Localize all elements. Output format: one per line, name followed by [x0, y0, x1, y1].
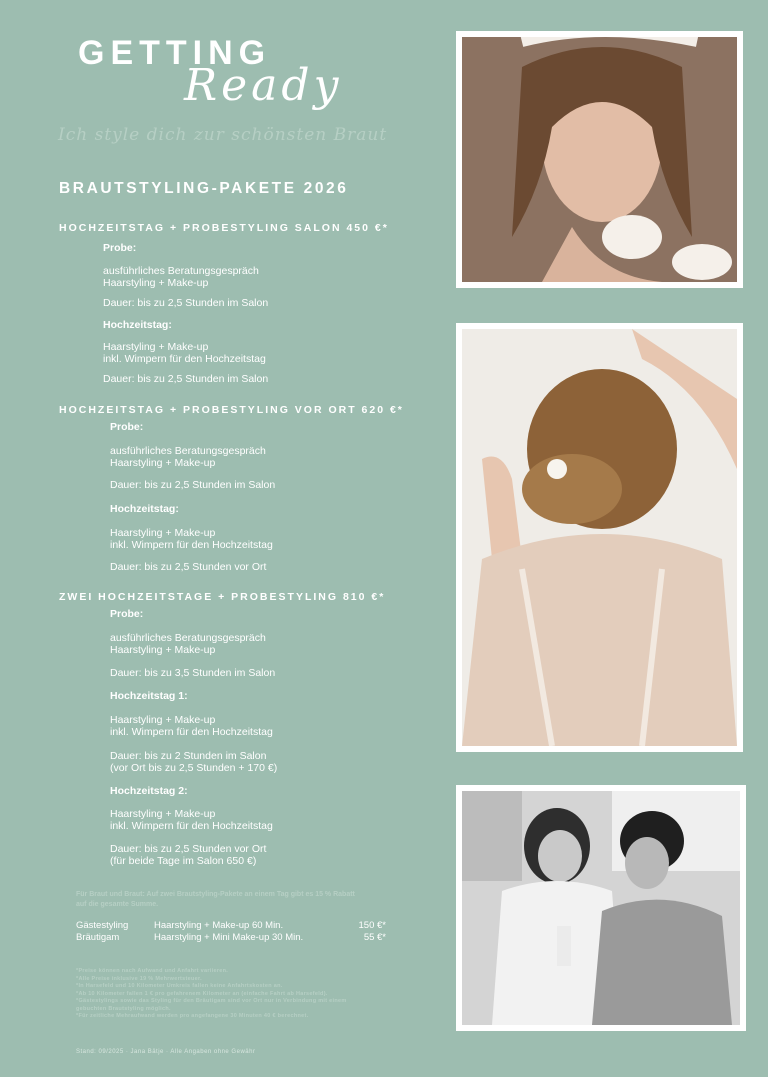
- heading-getting: GETTING: [78, 34, 272, 72]
- extras-price: 150 €*: [358, 920, 386, 931]
- package-1-probe-text: ausführliches Beratungsgespräch Haarstyling + Make-up: [103, 265, 259, 289]
- page-title: BRAUTSTYLING-PAKETE 2026: [59, 180, 349, 197]
- package-3-day2-duration: Dauer: bis zu 2,5 Stunden vor Ort (für beide Tage im Salon 650 €): [110, 843, 267, 867]
- package-1-probe-label: Probe:: [103, 242, 137, 254]
- heading-ready-script: Ready: [184, 60, 343, 111]
- package-1-day-duration: Dauer: bis zu 2,5 Stunden im Salon: [103, 373, 269, 385]
- package-3-probe-duration: Dauer: bis zu 3,5 Stunden im Salon: [110, 667, 276, 679]
- package-2-day-label: Hochzeitstag:: [110, 503, 179, 515]
- package-2-probe-text: ausführliches Beratungsgespräch Haarstyling + Make-up: [110, 445, 266, 469]
- package-2-probe-duration: Dauer: bis zu 2,5 Stunden im Salon: [110, 479, 276, 491]
- extras-name: Gästestyling: [76, 920, 129, 931]
- package-1-day-label: Hochzeitstag:: [103, 319, 172, 331]
- fine-print: *Preise können nach Aufwand und Anfahrt variieren. *Alle Preise inklusive 19 % Mehrwertsteuer. *In Harsefeld und 10 Kilometer Umkreis fallen keine Anfahrtskosten an. *Ab 10 Kilometer fallen 1 € pro gefahrenem Kilometer an (einfache Fahrt ab Harsefeld). *Gästestylings sowie das Styling für den Bräutigam sind vor Ort nur in Verbindung mit einem gebuchten Brautstyling möglich. *Für zeitliche Mehraufwand werden pro angefangene 30 Minuten 40 € berechnet.: [76, 968, 347, 1019]
- package-2-probe-label: Probe:: [110, 421, 144, 433]
- extras-table: [76, 920, 386, 944]
- photo-couple-bw: [456, 785, 746, 1031]
- photo-bride-updo: [456, 323, 743, 752]
- extras-price: 55 €*: [363, 932, 386, 943]
- package-1-heading: HOCHZEITSTAG + PROBESTYLING SALON 450 €*: [59, 222, 389, 234]
- package-1-probe-duration: Dauer: bis zu 2,5 Stunden im Salon: [103, 297, 269, 309]
- footer: Stand: 09/2025 · Jana Bätje · Alle Angaben ohne Gewähr: [76, 1049, 256, 1055]
- package-3-day1-text: Haarstyling + Make-up inkl. Wimpern für den Hochzeitstag: [110, 714, 273, 738]
- extras-row: [76, 932, 386, 944]
- package-3-heading: ZWEI HOCHZEITSTAGE + PROBESTYLING 810 €*: [59, 591, 386, 603]
- extras-desc: Haarstyling + Make-up 60 Min.: [154, 920, 284, 931]
- package-2-heading: HOCHZEITSTAG + PROBESTYLING VOR ORT 620 €*: [59, 404, 404, 416]
- package-2-day-text: Haarstyling + Make-up inkl. Wimpern für den Hochzeitstag: [110, 527, 273, 551]
- extras-desc: Haarstyling + Mini Make-up 30 Min.: [154, 932, 304, 943]
- package-3-day2-label: Hochzeitstag 2:: [110, 785, 188, 797]
- discount-note: Für Braut und Braut: Auf zwei Brautstyling-Pakete an einem Tag gibt es 15 % Rabatt auf die gesamte Summe.: [76, 891, 355, 908]
- tagline: Ich style dich zur schönsten Braut: [58, 125, 388, 145]
- package-3-day1-label: Hochzeitstag 1:: [110, 690, 188, 702]
- package-3-probe-text: ausführliches Beratungsgespräch Haarstyling + Make-up: [110, 632, 266, 656]
- extras-name: Bräutigam: [76, 932, 120, 943]
- package-1-day-text: Haarstyling + Make-up inkl. Wimpern für den Hochzeitstag: [103, 341, 266, 365]
- photo-bride-flowers: [456, 31, 743, 288]
- extras-row: [76, 920, 386, 932]
- package-3-day2-text: Haarstyling + Make-up inkl. Wimpern für den Hochzeitstag: [110, 808, 273, 832]
- package-2-day-duration: Dauer: bis zu 2,5 Stunden vor Ort: [110, 561, 267, 573]
- package-3-probe-label: Probe:: [110, 608, 144, 620]
- package-3-day1-duration: Dauer: bis zu 2 Stunden im Salon (vor Ort bis zu 2,5 Stunden + 170 €): [110, 750, 278, 774]
